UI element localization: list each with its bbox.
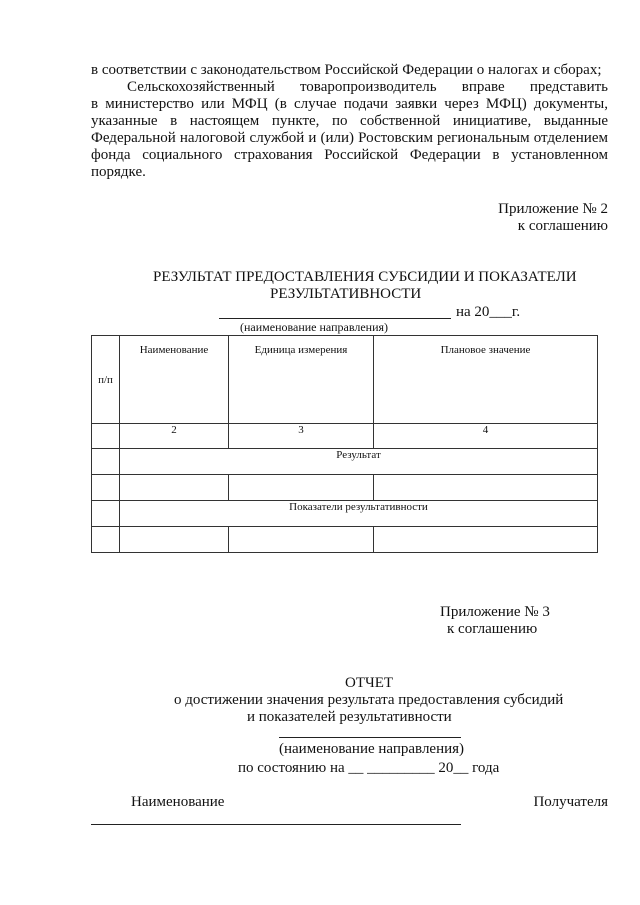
appendix3-subtitle-line1: о достижении значения результата предоставления субсидий: [174, 692, 564, 708]
appendix3-direction-caption: (наименование направления): [279, 741, 465, 757]
appendix3-left-label: Наименование: [131, 794, 225, 810]
header-unit: Единица измерения: [229, 336, 374, 424]
appendix3-sub: к соглашению: [447, 621, 538, 637]
appendix3-right-label: Получателя: [533, 794, 608, 810]
results-table: [91, 335, 598, 553]
intro-line-1: в соответствии с законодательством Российской Федерации о налогах и сборах;: [91, 62, 602, 78]
num-cell-3: 3: [229, 424, 374, 449]
table-row: [92, 527, 598, 553]
table-cell: [374, 527, 598, 553]
num-cell-4: 4: [374, 424, 598, 449]
header-plan: Плановое значение: [374, 336, 598, 424]
table-number-row: [92, 424, 598, 449]
table-cell: [229, 475, 374, 501]
appendix3-status-date: по состоянию на __ _________ 20__ года: [238, 760, 500, 776]
table-cell: [120, 527, 229, 553]
appendix3-name-underline: [91, 824, 461, 825]
intro-para2-line-2: в министерство или МФЦ (в случае подачи заявки через МФЦ) документы,: [91, 96, 608, 112]
num-cell-2: 2: [120, 424, 229, 449]
result-section-label: Результат: [120, 449, 598, 475]
result-pp-cell: [92, 449, 120, 475]
table-cell: [229, 527, 374, 553]
table-row: [92, 475, 598, 501]
appendix3-direction-underline: [279, 737, 461, 738]
appendix3-title: ОТЧЕТ: [345, 675, 394, 691]
table-cell: [92, 475, 120, 501]
appendix2-year: на 20___г.: [456, 304, 521, 320]
table-indicators-section-row: [92, 501, 598, 527]
intro-para2-line-3: указанные в настоящем пункте, по собственной инициативе, выданные: [91, 113, 608, 129]
appendix2-sub: к соглашению: [517, 218, 608, 234]
table-cell: [92, 527, 120, 553]
appendix2-label: Приложение № 2: [498, 201, 608, 217]
appendix3-subtitle-line2: и показателей результативности: [247, 709, 452, 725]
intro-para2-line-5: фонда социального страхования Российской Федерации в установленном: [91, 147, 608, 163]
appendix2-title-line1: РЕЗУЛЬТАТ ПРЕДОСТАВЛЕНИЯ СУБСИДИИ И ПОКАЗАТЕЛИ: [153, 269, 577, 285]
table-cell: [120, 475, 229, 501]
header-name: Наименование: [120, 336, 229, 424]
indicators-pp-cell: [92, 501, 120, 527]
table-result-section-row: [92, 449, 598, 475]
intro-para2-last: порядке.: [91, 164, 146, 180]
table-cell: [374, 475, 598, 501]
intro-para2-line-1: Сельскохозяйственный товаропроизводитель вправе представить: [127, 79, 608, 95]
indicators-section-label: Показатели результативности: [120, 501, 598, 527]
appendix3-label: Приложение № 3: [440, 604, 550, 620]
direction-underline: [219, 318, 451, 319]
appendix2-title-line2: РЕЗУЛЬТАТИВНОСТИ: [270, 286, 422, 302]
table-header-row: [92, 336, 598, 424]
appendix2-direction-caption: (наименование направления): [240, 320, 389, 334]
header-pp: п/п: [92, 336, 120, 424]
num-cell-1: [92, 424, 120, 449]
intro-para2-line-4: Федеральной налоговой службой и (или) Ростовским региональным отделением: [91, 130, 608, 146]
